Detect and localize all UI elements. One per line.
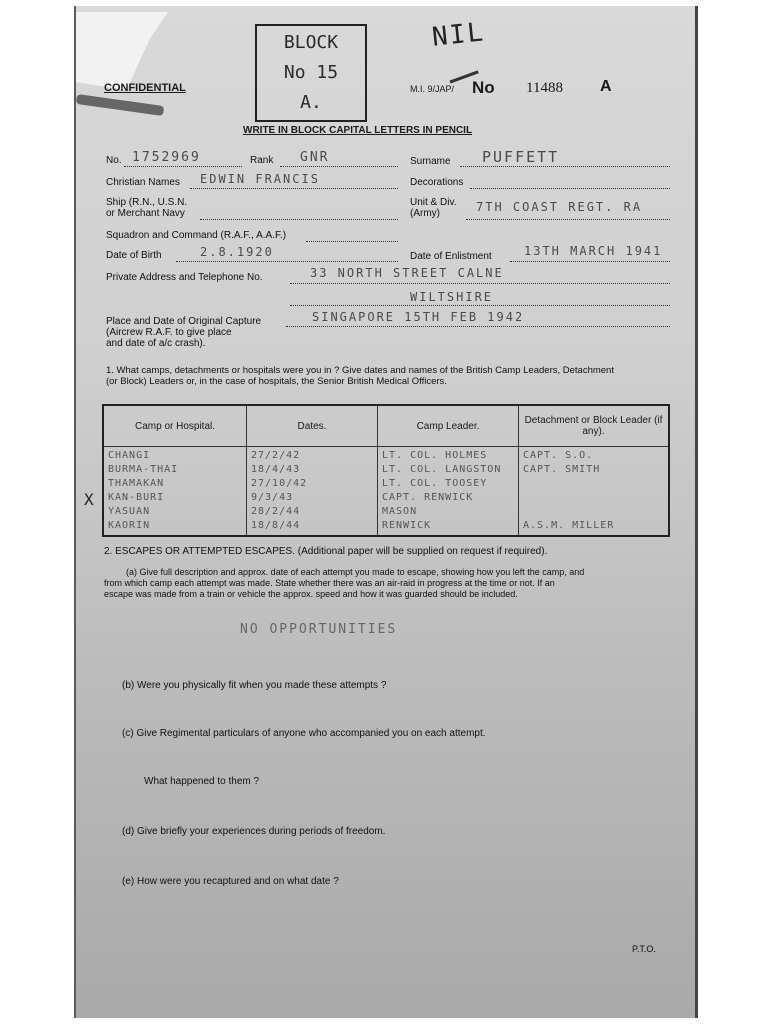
detachment-cell: CAPT. S.O. CAPT. SMITH A.S.M. MILLER	[519, 447, 670, 537]
stamp-line-3: A.	[300, 92, 322, 113]
capture-label-3: and date of a/c crash).	[106, 338, 206, 349]
col-camp-leader: Camp Leader.	[378, 405, 519, 447]
block-stamp	[255, 24, 367, 122]
question-1-text: 1. What camps, detachments or hospitals were you in ? Give dates and names of the British Camp Leaders, Detachment	[106, 365, 614, 376]
surname-value: PUFFETT	[482, 148, 560, 166]
camps-table	[102, 404, 670, 537]
form-number: 11488	[526, 80, 563, 96]
no-label: No.	[106, 155, 122, 166]
stamp-line-2: No 15	[283, 62, 339, 83]
question-2a-text-2: from which camp each attempt was made. State whether there was an air-raid in progress at the time or not. If an	[104, 578, 555, 588]
pto-label: P.T.O.	[632, 944, 656, 954]
number-label: No	[472, 78, 495, 97]
address-label: Private Address and Telephone No.	[106, 272, 263, 283]
squadron-label: Squadron and Command (R.A.F., A.A.F.)	[106, 230, 287, 241]
leader-cell: LT. COL. HOLMES LT. COL. LANGSTON LT. COL. TOOSEY CAPT. RENWICK MASON RENWICK	[378, 447, 519, 537]
dates-cell: 27/2/42 18/4/43 27/10/42 9/3/43 28/2/44 18/8/44	[247, 447, 378, 537]
stamp-line-1: BLOCK	[283, 32, 339, 53]
classification-label: CONFIDENTIAL	[104, 82, 186, 94]
enlistment-value: 13TH MARCH 1941	[524, 244, 663, 258]
capture-value: SINGAPORE 15TH FEB 1942	[312, 310, 525, 324]
capture-label-2: (Aircrew R.A.F. to give place	[106, 327, 232, 338]
address-value: 33 NORTH STREET CALNE	[310, 266, 504, 280]
question-2b: (b) Were you physically fit when you made these attempts ?	[122, 680, 387, 691]
ship-label-2: or Merchant Navy	[106, 208, 185, 219]
question-2a-text-3: escape was made from a train or vehicle the approx. speed and how it was guarded should be included.	[104, 589, 518, 599]
question-1-text-2: (or Block) Leaders or, in the case of hospitals, the Senior British Medical Officers.	[106, 376, 447, 387]
ship-label: Ship (R.N., U.S.N.	[106, 197, 188, 208]
dob-value: 2.8.1920	[200, 245, 274, 259]
no-value: 1752969	[132, 150, 201, 165]
nil-mark: NIL	[430, 17, 487, 53]
question-2c-sub: What happened to them ?	[144, 776, 260, 787]
pencil-instruction: WRITE IN BLOCK CAPITAL LETTERS IN PENCIL	[243, 125, 473, 136]
question-2-heading: 2. ESCAPES OR ATTEMPTED ESCAPES. (Additional paper will be supplied on request if required).	[104, 546, 548, 557]
christian-names-label: Christian Names	[106, 177, 180, 188]
enlistment-label: Date of Enlistment	[410, 251, 492, 262]
rank-label: Rank	[250, 155, 274, 166]
col-detachment: Detachment or Block Leader (if any).	[519, 405, 670, 447]
decorations-label: Decorations	[410, 177, 464, 188]
unit-label: Unit & Div.	[410, 197, 457, 208]
dob-label: Date of Birth	[106, 250, 162, 261]
rank-value: GNR	[300, 150, 330, 165]
margin-mark: X	[84, 490, 96, 509]
answer-2a: NO OPPORTUNITIES	[240, 622, 398, 637]
form-reference: M.I. 9/JAP/	[410, 84, 455, 94]
address-value-2: WILTSHIRE	[410, 290, 494, 304]
question-2e: (e) How were you recaptured and on what date ?	[122, 876, 339, 887]
unit-label-2: (Army)	[410, 208, 440, 219]
christian-names-value: EDWIN FRANCIS	[200, 172, 320, 186]
question-2a-text: (a) Give full description and approx. date of each attempt you made to escape, showing how you left the camp, and	[126, 567, 585, 577]
capture-label: Place and Date of Original Capture	[106, 316, 262, 327]
question-2c: (c) Give Regimental particulars of anyone who accompanied you on each attempt.	[122, 728, 486, 739]
col-dates: Dates.	[247, 405, 378, 447]
surname-label: Surname	[410, 156, 451, 167]
question-2d: (d) Give briefly your experiences during periods of freedom.	[122, 826, 386, 837]
camp-cell: CHANGI BURMA-THAI THAMAKAN KAN-BURI YASUAN KAORIN	[103, 447, 247, 537]
form-number-suffix: A	[600, 78, 612, 95]
col-camp: Camp or Hospital.	[103, 405, 247, 447]
table-row	[103, 447, 669, 537]
unit-value: 7TH COAST REGT. RA	[476, 200, 643, 214]
